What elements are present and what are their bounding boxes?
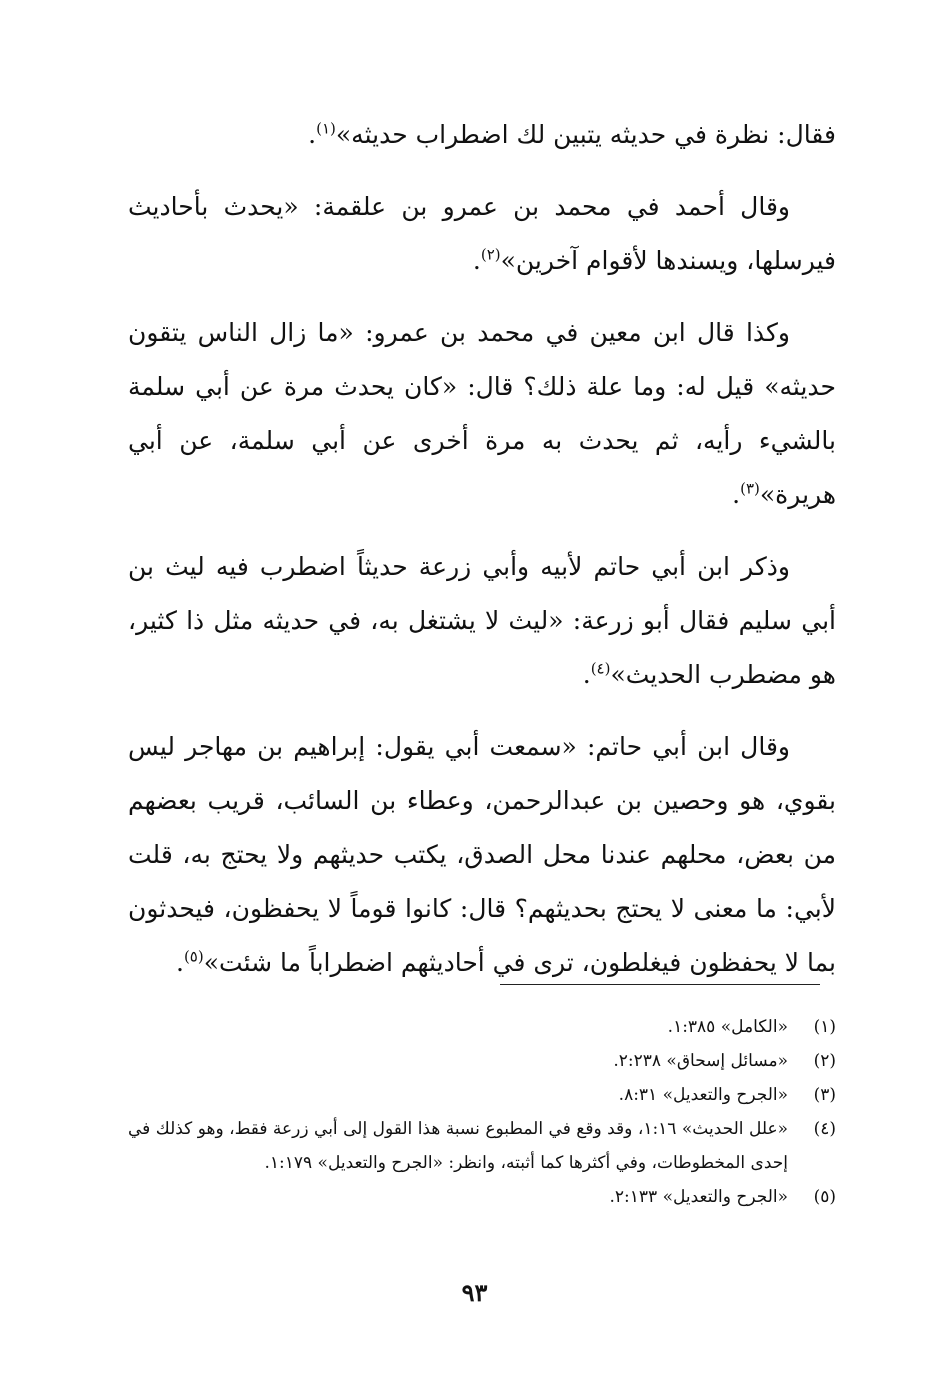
footnote-4 — [128, 1112, 836, 1180]
paragraph-3 — [128, 306, 836, 522]
paragraph-text: وذكر ابن أبي حاتم لأبيه وأبي زرعة حديثاً اضطرب فيه ليث بن أبي سليم فقال أبو زرعة: «ليث لا يشتغل به، في حديثه مثل ذا كثير، هو مضطرب الحديث» — [128, 552, 836, 689]
footnote-5 — [128, 1180, 836, 1214]
footnote-text: «الجرح والتعديل» ٨:٣١. — [618, 1085, 788, 1105]
footnote-ref-3: (٣) — [740, 479, 760, 498]
footnote-1 — [128, 1010, 836, 1044]
paragraph-text: وكذا قال ابن معين في محمد بن عمرو: «ما زال الناس يتقون حديثه» قيل له: وما علة ذلك؟ قال: «كان يحدث مرة عن أبي سلمة بالشيء رأيه، ثم يحدث به مرة أخرى عن أبي سلمة، عن أبي هريرة» — [128, 318, 836, 509]
paragraph-4 — [128, 540, 836, 702]
paragraph-text: فقال: نظرة في حديثه يتبين لك اضطراب حديثه» — [335, 120, 836, 149]
paragraph-end: . — [472, 246, 481, 275]
footnotes — [128, 1010, 836, 1214]
paragraph-end: . — [582, 660, 591, 689]
footnote-ref-5: (٥) — [183, 947, 204, 966]
footnote-2 — [128, 1044, 836, 1078]
page-number: ٩٣ — [461, 1278, 488, 1307]
footnote-text: «الجرح والتعديل» ٢:١٣٣. — [609, 1187, 788, 1207]
paragraph-end: . — [732, 480, 741, 509]
footnote-text: «الكامل» ١:٣٨٥. — [667, 1017, 788, 1037]
paragraph-5 — [128, 720, 836, 990]
footnote-ref-4: (٤) — [590, 659, 611, 678]
footnote-number: (٥) — [813, 1187, 836, 1207]
footnote-text: «علل الحديث» ١:١٦، وقد وقع في المطبوع نسبة هذا القول إلى أبي زرعة فقط، وهو كذلك في إحدى المخطوطات، وفي أكثرها كما أثبته، وانظر: «الجرح والتعديل» ١:١٧٩. — [128, 1119, 789, 1173]
footnote-number: (٣) — [813, 1085, 836, 1105]
footnote-number: (٤) — [813, 1119, 836, 1139]
footnote-ref-1: (١) — [316, 119, 336, 138]
paragraph-text: وقال ابن أبي حاتم: «سمعت أبي يقول: إبراهيم بن مهاجر ليس بقوي، هو وحصين بن عبدالرحمن، وعطاء بن السائب، قريب بعضهم من بعض، محلهم عندنا محل الصدق، يكتب حديثهم ولا يحتج به، قلت لأبي: ما معنى لا يحتج بحديثهم؟ قال: كانوا قوماً لا يحفظون، فيحدثون بما لا يحفظون فيغلطون، ترى في أحاديثهم اضطراباً ما شئت» — [128, 732, 836, 977]
footnote-number: (١) — [813, 1017, 836, 1037]
footnote-number: (٢) — [813, 1051, 836, 1071]
footnote-ref-2: (٢) — [480, 245, 501, 264]
footnote-separator — [500, 984, 820, 985]
main-text — [128, 108, 836, 1008]
paragraph-1 — [128, 108, 836, 162]
paragraph-end: . — [175, 948, 184, 977]
footnote-text: «مسائل إسحاق» ٢:٢٣٨. — [613, 1051, 788, 1071]
paragraph-2 — [128, 180, 836, 288]
paragraph-text: وقال أحمد في محمد بن عمرو بن علقمة: «يحدث بأحاديث فيرسلها، ويسندها لأقوام آخرين» — [128, 192, 836, 275]
footnote-3 — [128, 1078, 836, 1112]
paragraph-end: . — [308, 120, 317, 149]
